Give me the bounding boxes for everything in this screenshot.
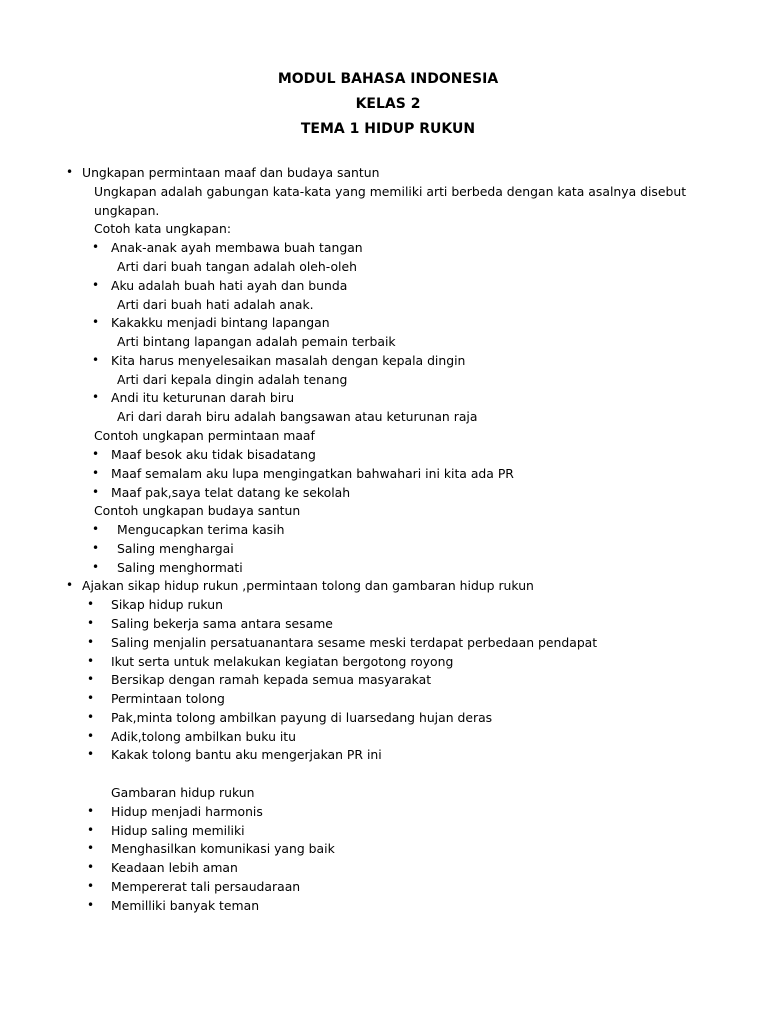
bullet-marker: •: [92, 541, 100, 555]
bullet-marker: •: [92, 466, 100, 480]
paragraph-text: Ari dari darah biru adalah bangsawan atau keturunan raja: [117, 409, 478, 424]
bullet-marker: •: [66, 578, 74, 592]
paragraph-text: Arti dari kepala dingin adalah tenang: [117, 372, 348, 387]
bullet-item-text: Hidup saling memiliki: [111, 823, 245, 838]
bullet-marker: •: [87, 710, 95, 724]
bullet-item-text: Keadaan lebih aman: [111, 860, 238, 875]
bullet-marker: •: [92, 240, 100, 254]
bullet-marker: •: [92, 560, 100, 574]
bullet-item-text: Kita harus menyelesaikan masalah dengan kepala dingin: [111, 353, 466, 368]
bullet-item-text: Saling menjalin persatuanantara sesame meski terdapat perbedaan pendapat: [111, 635, 598, 650]
bullet-marker: •: [87, 635, 95, 649]
bullet-item-text: Andi itu keturunan darah biru: [111, 390, 295, 405]
bullet-marker: •: [92, 447, 100, 461]
bullet-marker: •: [92, 522, 100, 536]
paragraph-text: Ungkapan adalah gabungan kata-kata yang memiliki arti berbeda dengan kata asalnya disebut: [94, 184, 687, 199]
bullet-item-text: Adik,tolong ambilkan buku itu: [111, 729, 297, 744]
bullet-item-text: Aku adalah buah hati ayah dan bunda: [111, 278, 348, 293]
bullet-item-text: Maaf besok aku tidak bisadatang: [111, 447, 316, 462]
bullet-item-text: Bersikap dengan ramah kepada semua masyarakat: [111, 672, 432, 687]
bullet-marker: •: [87, 804, 95, 818]
bullet-marker: •: [87, 898, 95, 912]
bullet-item-text: Mengucapkan terima kasih: [117, 522, 285, 537]
bullet-item-text: Ungkapan permintaan maaf dan budaya santun: [82, 165, 380, 180]
bullet-marker: •: [87, 841, 95, 855]
bullet-item-text: Kakakku menjadi bintang lapangan: [111, 315, 330, 330]
bullet-marker: •: [66, 165, 74, 179]
bullet-marker: •: [87, 823, 95, 837]
doc-theme: TEMA 1 HIDUP RUKUN: [300, 121, 476, 137]
bullet-item-text: Hidup menjadi harmonis: [111, 804, 263, 819]
bullet-marker: •: [87, 654, 95, 668]
paragraph-text: Contoh ungkapan permintaan maaf: [94, 428, 315, 443]
paragraph-text: Contoh ungkapan budaya santun: [94, 503, 301, 518]
paragraph-text: ungkapan.: [94, 203, 160, 218]
bullet-marker: •: [87, 597, 95, 611]
paragraph-text: Arti bintang lapangan adalah pemain terbaik: [117, 334, 396, 349]
paragraph-text: Arti dari buah tangan adalah oleh-oleh: [117, 259, 357, 274]
bullet-item-text: Menghasilkan komunikasi yang baik: [111, 841, 335, 856]
bullet-item-text: Saling menghargai: [117, 541, 234, 556]
bullet-marker: •: [92, 278, 100, 292]
bullet-marker: •: [92, 485, 100, 499]
doc-title: MODUL BAHASA INDONESIA: [277, 71, 499, 87]
paragraph-text: Cotoh kata ungkapan:: [94, 221, 232, 236]
bullet-item-text: Permintaan tolong: [111, 691, 225, 706]
bullet-marker: •: [87, 860, 95, 874]
bullet-item-text: Ikut serta untuk melakukan kegiatan bergotong royong: [111, 654, 454, 669]
bullet-marker: •: [92, 390, 100, 404]
doc-class: KELAS 2: [355, 96, 421, 112]
bullet-item-text: Sikap hidup rukun: [111, 597, 223, 612]
paragraph-text: Arti dari buah hati adalah anak.: [117, 297, 314, 312]
bullet-marker: •: [87, 879, 95, 893]
bullet-item-text: Memilliki banyak teman: [111, 898, 260, 913]
bullet-marker: •: [87, 691, 95, 705]
bullet-item-text: Ajakan sikap hidup rukun ,permintaan tolong dan gambaran hidup rukun: [82, 578, 534, 593]
bullet-marker: •: [92, 315, 100, 329]
bullet-item-text: Maaf semalam aku lupa mengingatkan bahwahari ini kita ada PR: [111, 466, 514, 481]
bullet-marker: •: [92, 353, 100, 367]
bullet-item-text: Saling bekerja sama antara sesame: [111, 616, 333, 631]
bullet-item-text: Pak,minta tolong ambilkan payung di luarsedang hujan deras: [111, 710, 493, 725]
bullet-marker: •: [87, 672, 95, 686]
bullet-item-text: Mempererat tali persaudaraan: [111, 879, 301, 894]
bullet-marker: •: [87, 747, 95, 761]
bullet-item-text: Kakak tolong bantu aku mengerjakan PR ini: [111, 747, 382, 762]
paragraph-text: Gambaran hidup rukun: [111, 785, 255, 800]
bullet-item-text: Maaf pak,saya telat datang ke sekolah: [111, 485, 351, 500]
bullet-item-text: Saling menghormati: [117, 560, 243, 575]
bullet-marker: •: [87, 729, 95, 743]
bullet-item-text: Anak-anak ayah membawa buah tangan: [111, 240, 363, 255]
bullet-marker: •: [87, 616, 95, 630]
